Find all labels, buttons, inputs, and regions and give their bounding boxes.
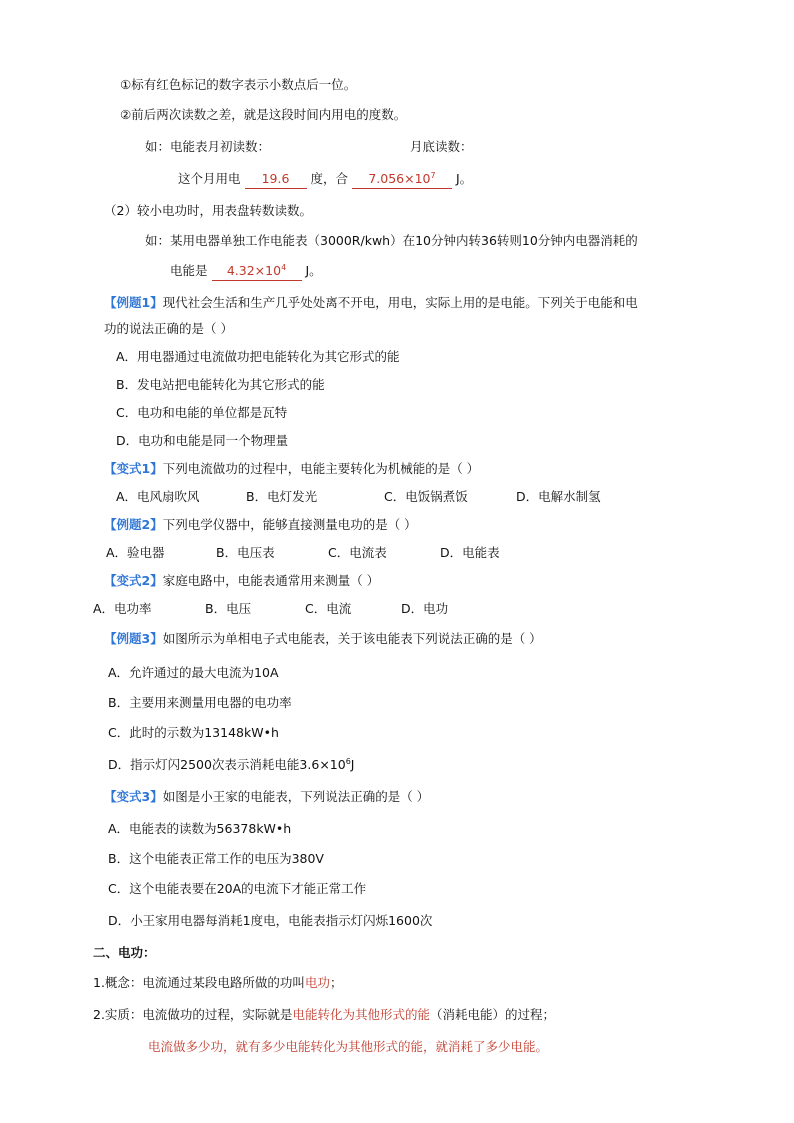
q3-option-c: C．此时的示数为13148kW•h <box>108 725 279 740</box>
v1-option-d: D．电解水制氢 <box>516 489 601 504</box>
q2-option-d: D．电能表 <box>440 545 500 560</box>
v1-stem: 【变式1】下列电流做功的过程中，电能主要转化为机械能的是（ ） <box>104 461 480 476</box>
usage-text-a: 这个月用电 <box>178 171 241 186</box>
v3-option-d: D．小王家用电器每消耗1度电，电能表指示灯闪烁1600次 <box>108 913 433 928</box>
answer-kwh: 19.6 <box>245 170 307 189</box>
note-2: ②前后两次读数之差，就是这段时间内用电的度数。 <box>120 107 407 122</box>
answer-joules: $7.056\times 10^7$ <box>352 170 452 189</box>
v2-option-a: A．电功率 <box>93 601 152 616</box>
q2-tag: 【例题2】 <box>104 517 163 532</box>
small-power-line1: 如：某用电器单独工作电能表（3000R/kwh）在10分钟内转36转则10分钟内电器消耗的 <box>145 233 638 248</box>
v3-stem: 【变式3】如图是小王家的电能表，下列说法正确的是（ ） <box>104 789 430 804</box>
v2-stem: 【变式2】家庭电路中，电能表通常用来测量（ ） <box>104 573 380 588</box>
section2-essence: 2.实质：电流做功的过程，实际就是电能转化为其他形式的能（消耗电能）的过程； <box>93 1007 555 1022</box>
v3-option-b: B．这个电能表正常工作的电压为380V <box>108 851 324 866</box>
usage-text-c: J。 <box>455 171 473 186</box>
monthly-usage-line <box>178 170 472 189</box>
reading-start-label: 如：电能表月初读数： <box>145 139 271 154</box>
q1-stem: 【例题1】现代社会生活和生产几乎处处离不开电，用电，实际上用的是电能。下列关于电能和电 <box>104 295 638 310</box>
q2-options <box>106 544 500 562</box>
q2-option-c: C．电流表 <box>328 545 387 560</box>
term-electric-work: 电功 <box>304 975 330 990</box>
v2-option-b: B．电压 <box>205 601 252 616</box>
q2-stem: 【例题2】下列电学仪器中，能够直接测量电功的是（ ） <box>104 517 417 532</box>
q1-option-a: A．用电器通过电流做功把电能转化为其它形式的能 <box>116 349 400 364</box>
q1-option-c: C．电功和电能的单位都是瓦特 <box>116 405 288 420</box>
v1-option-a: A．电风扇吹风 <box>116 489 200 504</box>
v2-tag: 【变式2】 <box>104 573 163 588</box>
v3-option-c: C．这个电能表要在20A的电流下才能正常工作 <box>108 881 367 896</box>
q3-option-d: D．指示灯闪2500次表示消耗电能$3.6\times 10^6J$ <box>108 756 355 772</box>
v1-options <box>116 488 601 506</box>
q1-tag: 【例题1】 <box>104 295 163 310</box>
q1-stem-2: 功的说法正确的是（ ） <box>104 321 233 336</box>
essence-highlight: 电能转化为其他形式的能 <box>292 1007 430 1022</box>
v1-option-b: B．电灯发光 <box>246 489 318 504</box>
section2-definition: 1.概念：电流通过某段电路所做的功叫电功； <box>93 975 343 990</box>
q3-stem: 【例题3】如图所示为单相电子式电能表，关于该电能表下列说法正确的是（ ） <box>104 631 542 646</box>
section2-heading: 二、电功： <box>93 945 156 960</box>
q1-option-d: D．电功和电能是同一个物理量 <box>116 433 289 448</box>
small-power-title: （2）较小电功时，用表盘转数读数。 <box>104 203 312 218</box>
section2-essence-line2: 电流做多少功，就有多少电能转化为其他形式的能，就消耗了多少电能。 <box>148 1039 549 1054</box>
q3-tag: 【例题3】 <box>104 631 163 646</box>
small-power-line2: 电能是 $4.32\times 10^4$ J。 <box>170 262 322 281</box>
v2-option-c: C．电流 <box>305 601 352 616</box>
v2-options <box>93 600 448 618</box>
v2-option-d: D．电功 <box>401 601 449 616</box>
q3-option-b: B．主要用来测量用电器的电功率 <box>108 695 292 710</box>
answer-energy: $4.32\times 10^4$ <box>212 262 302 281</box>
q2-option-a: A．验电器 <box>106 545 165 560</box>
v3-tag: 【变式3】 <box>104 789 163 804</box>
q1-option-b: B．发电站把电能转化为其它形式的能 <box>116 377 325 392</box>
q2-option-b: B．电压表 <box>216 545 275 560</box>
q3-option-a: A．允许通过的最大电流为10A <box>108 665 279 680</box>
v3-option-a: A．电能表的读数为56378kW•h <box>108 821 292 836</box>
v1-tag: 【变式1】 <box>104 461 163 476</box>
v1-option-c: C．电饭锅煮饭 <box>384 489 468 504</box>
reading-end-label: 月底读数： <box>410 139 473 154</box>
note-1: ①标有红色标记的数字表示小数点后一位。 <box>120 77 357 92</box>
usage-text-b: 度，合 <box>310 171 348 186</box>
